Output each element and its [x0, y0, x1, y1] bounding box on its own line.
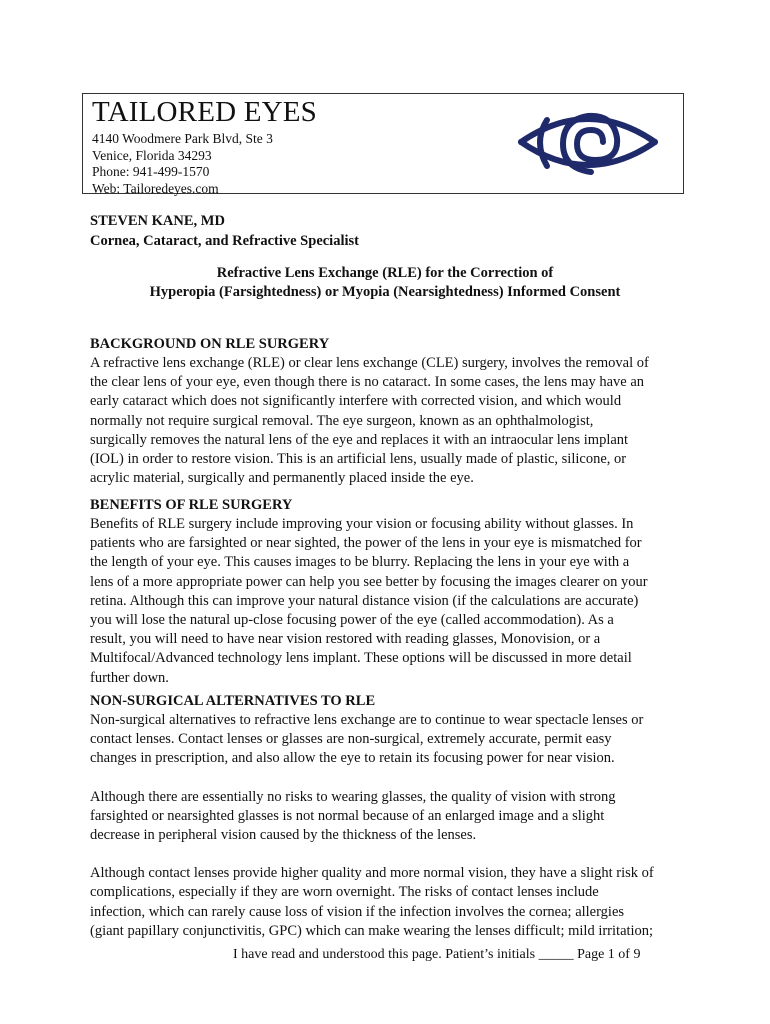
text-line: the clear lens of your eye, even though there is no cataract. In some cases, the lens may have an: [90, 374, 645, 391]
text-line: Non-surgical alternatives to refractive lens exchange are to continue to wear spectacle lenses or: [90, 712, 644, 728]
text-line: early cataract which does not significantly interfere with corrected vision, and which would: [90, 393, 622, 410]
text-line: patients who are farsighted or near sighted, the power of the lens in your eye is mismatched for: [90, 535, 642, 552]
doctor-block: [90, 211, 359, 251]
text-line: surgically removes the natural lens of the eye and replaces it with an intraocular lens implant: [90, 431, 629, 448]
text-line: decrease in peripheral vision caused by the thickness of the lenses.: [90, 827, 477, 844]
consent-title-line: Refractive Lens Exchange (RLE) for the Correction of: [216, 265, 554, 281]
address-street: 4140 Woodmere Park Blvd, Ste 3: [92, 131, 273, 146]
text-line: farsighted or nearsighted glasses is not normal because of an enlarged image and a slight: [90, 807, 605, 824]
consent-title: [82, 264, 688, 302]
text-line: acrylic material, surgically and permanently placed inside the eye.: [90, 470, 474, 487]
section-heading: BACKGROUND ON RLE SURGERY: [90, 336, 330, 352]
section-heading: BENEFITS OF RLE SURGERY: [90, 497, 293, 513]
paragraph: [90, 864, 692, 941]
text-line: Benefits of RLE surgery include improving your vision or focusing ability without glasses. In: [90, 516, 634, 532]
section-heading: NON-SURGICAL ALTERNATIVES TO RLE: [90, 693, 376, 709]
section-alternatives: [90, 692, 692, 941]
doctor-title: Cornea, Cataract, and Refractive Specialist: [90, 233, 359, 249]
doctor-name: STEVEN KANE, MD: [90, 213, 225, 229]
text-line: retina. Although this can improve your natural distance vision (if the calculations are accurate): [90, 592, 639, 609]
text-line: the length of your eye. This causes images to be blurry. Replacing the lens in your eye with a: [90, 554, 630, 571]
text-line: Multifocal/Advanced technology lens implant. These options will be discussed in more detail: [90, 650, 632, 667]
paragraph: [90, 711, 692, 769]
text-line: complications, especially if they are worn overnight. The risks of contact lenses include: [90, 884, 599, 901]
brand-name: TAILORED EYES: [92, 96, 317, 128]
address-phone: Phone: 941-499-1570: [92, 164, 210, 179]
text-line: A refractive lens exchange (RLE) or clear lens exchange (CLE) surgery, involves the removal of: [90, 355, 649, 371]
paragraph: [90, 354, 692, 488]
consent-title-line: Hyperopia (Farsightedness) or Myopia (Nearsightedness) Informed Consent: [149, 284, 621, 300]
text-line: (giant papillary conjunctivitis, GPC) which can make wearing the lenses difficult; mild irritation;: [90, 922, 654, 939]
page-footer: I have read and understood this page. Patient’s initials _____ Page 1 of 9: [233, 947, 641, 962]
address-city: Venice, Florida 34293: [92, 147, 212, 163]
paragraph: [90, 788, 692, 846]
paragraph: [90, 515, 692, 688]
text-line: you will lose the natural up-close focusing power of the eye (called accommodation). As a: [90, 612, 614, 629]
text-line: lens of a more appropriate power can help you see better by focusing the images clearer on your: [90, 573, 648, 590]
text-line: (IOL) in order to restore vision. This is an artificial lens, usually made of plastic, silicone, or: [90, 451, 627, 468]
letterhead-box: [82, 93, 684, 194]
eye-logo-icon: [513, 102, 663, 182]
text-line: Although contact lenses provide higher quality and more normal vision, they have a slight risk of: [90, 865, 654, 882]
section-background: [90, 335, 692, 488]
text-line: further down.: [90, 669, 169, 686]
text-line: result, you will need to have near vision restored with reading glasses, Monovision, or a: [90, 631, 601, 648]
text-line: contact lenses. Contact lenses or glasses are non-surgical, extremely accurate, permit easy: [90, 731, 612, 748]
text-line: infection, which can rarely cause loss of vision if the infection involves the cornea; allergies: [90, 903, 625, 920]
text-line: normally not require surgical removal. The eye surgeon, known as an ophthalmologist,: [90, 412, 594, 429]
address-block: [92, 131, 273, 197]
address-web: Web: Tailoredeyes.com: [92, 180, 219, 196]
text-line: Although there are essentially no risks to wearing glasses, the quality of vision with strong: [90, 788, 616, 805]
text-line: changes in prescription, and also allow the eye to retain its focusing power for near vision.: [90, 750, 615, 767]
section-benefits: [90, 496, 692, 688]
